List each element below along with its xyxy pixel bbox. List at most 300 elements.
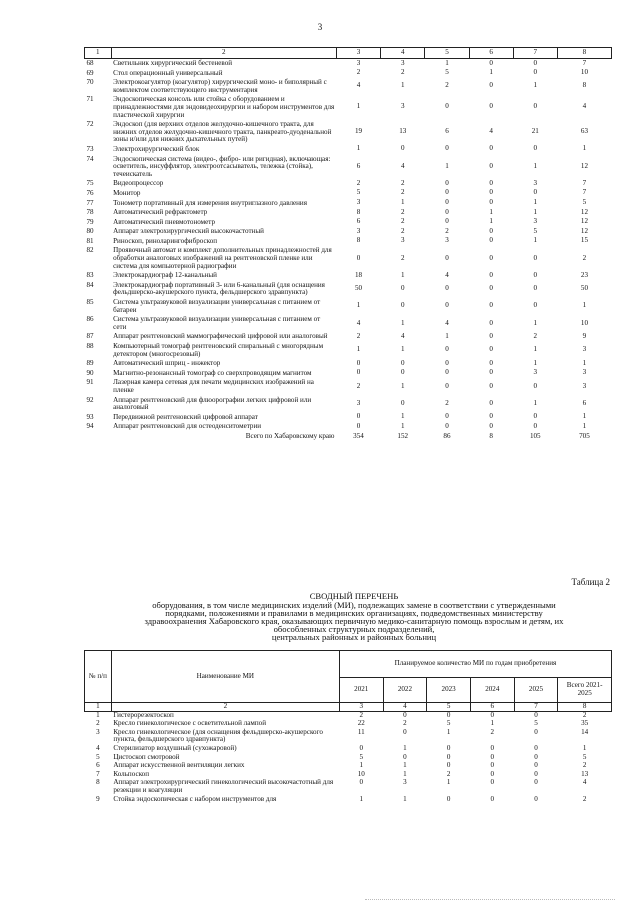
quantity-cell: 0: [534, 743, 538, 752]
quantity-cell: 0: [534, 769, 538, 778]
quantity-cell: 5: [582, 198, 587, 206]
quantity-cell: 0: [489, 381, 493, 390]
quantity-cell: 1: [445, 161, 449, 170]
column-number-cell: 3: [336, 48, 380, 59]
quantity-cell: 6: [356, 217, 361, 226]
quantity-cell: 0: [445, 381, 449, 390]
row-number: 4: [96, 743, 100, 752]
quantity-cell: 7: [582, 58, 587, 67]
year-header: 2023: [427, 678, 471, 703]
item-name: Аппарат рентгеновский для флюорографии легких цифровой или аналоговый: [113, 395, 312, 412]
quantity-cell: 1: [533, 161, 538, 170]
table-header-row: [85, 48, 612, 59]
row-number: 82: [86, 246, 94, 255]
quantity-cell: 2: [359, 710, 363, 719]
table-row: [85, 188, 612, 198]
quantity-cell: 0: [533, 381, 538, 390]
table-row: [85, 728, 612, 744]
quantity-cell: 1: [533, 207, 538, 216]
quantity-cell: 2: [582, 253, 587, 262]
quantity-cell: 6: [445, 127, 449, 136]
item-name: Монитор: [113, 188, 141, 197]
item-name: Стерилизатор воздушный (сухожаровой): [113, 743, 237, 752]
table-row: [85, 120, 612, 145]
table-2-title-line-1: СВОДНЫЙ ПЕРЕЧЕНЬ: [309, 591, 399, 601]
column-number-cell: 8: [558, 703, 612, 712]
item-name: Автоматический рефрактометр: [113, 208, 208, 217]
quantity-cell: 18: [354, 270, 363, 279]
year-header: 2022: [383, 678, 427, 703]
item-name: Лазерная камера сетевая для печати медицинских изображений на пленке: [113, 378, 314, 394]
table-row: [85, 78, 612, 95]
quantity-cell: 3: [445, 236, 449, 245]
quantity-cell: 0: [490, 710, 495, 719]
quantity-cell: 0: [489, 345, 493, 354]
row-number: 7: [96, 769, 100, 778]
table-row: [85, 68, 612, 78]
column-number-cell: 1: [85, 48, 112, 59]
row-number: 80: [86, 227, 94, 236]
quantity-cell: 6: [356, 161, 361, 170]
table-row: [85, 744, 612, 753]
quantity-cell: 3: [533, 178, 538, 187]
item-name: Эндоскоп (для верхних отделов желудочно-кишечного тракта, для нижних отделов желудочно-кишечного тракта, панкреато-дуоденальной зоны и/или для нижних дыхательных путей): [113, 120, 332, 144]
quantity-cell: 0: [490, 743, 495, 752]
column-number-cell: 7: [514, 703, 558, 712]
quantity-cell: 8: [582, 81, 587, 90]
item-name: Электрохирургический блок: [113, 144, 200, 153]
quantity-cell: 0: [445, 253, 449, 262]
quantity-cell: 2: [400, 68, 405, 77]
quantity-cell: 0: [533, 421, 538, 430]
quantity-cell: 1: [533, 198, 538, 206]
item-name: Электрокоагулятор (коагулятор) хирургический моно- и биполярный с комплектом соответствующего инструментария: [113, 78, 327, 94]
quantity-cell: 0: [356, 253, 361, 262]
quantity-cell: 1: [533, 81, 538, 90]
quantity-cell: 1: [446, 778, 451, 787]
row-number: 91: [86, 378, 94, 387]
quantity-cell: 0: [489, 81, 493, 90]
quantity-cell: 1: [400, 270, 405, 279]
item-name: Аппарат рентгеновский для остеоденситометрии: [113, 422, 262, 431]
item-name: Передвижной рентгеновский цифровой аппарат: [113, 412, 258, 421]
item-name: Проявочный автомат и комплект дополнительных принадлежностей для обработки аналоговых изображений на рентгеновской пленке или система для компьютерной радиографии: [113, 246, 332, 270]
quantity-cell: 3: [533, 368, 538, 377]
quantity-cell: 2: [445, 226, 449, 235]
column-number-cell: 6: [469, 48, 513, 59]
quantity-cell: 5: [533, 226, 538, 235]
column-number-cell: 3: [339, 703, 383, 712]
quantity-cell: 2: [400, 217, 405, 226]
quantity-cell: 1: [490, 719, 495, 728]
row-number: 88: [86, 342, 94, 350]
total-cell: 152: [397, 431, 409, 440]
quantity-cell: 23: [580, 270, 588, 279]
quantity-cell: 0: [446, 752, 451, 761]
quantity-cell: 10: [357, 769, 365, 778]
quantity-cell: 0: [489, 358, 493, 367]
quantity-cell: 0: [445, 421, 449, 430]
table-row: [85, 198, 612, 208]
quantity-cell: 0: [489, 412, 493, 421]
quantity-cell: 8: [356, 236, 361, 245]
item-name: Аппарат электрохирургический гинекологический высокочастотный для резекции и коагуляции: [113, 778, 334, 794]
table-row: [85, 59, 612, 69]
quantity-cell: 7: [582, 178, 587, 187]
row-number: 93: [86, 412, 94, 421]
row-number: 76: [86, 188, 94, 197]
quantity-cell: 11: [357, 727, 365, 736]
quantity-cell: 5: [356, 188, 361, 197]
row-number: 85: [86, 298, 94, 307]
quantity-cell: 1: [403, 761, 407, 770]
item-name: Электрокардиограф портативный 3- или 6-канальный (для оснащения фельдшерско-акушерского пункта, фельдшерского здравпункта): [113, 280, 325, 297]
quantity-cell: 1: [445, 331, 449, 340]
row-number: 73: [86, 144, 94, 153]
row-number: 81: [86, 236, 94, 245]
total-cell: 86: [443, 431, 451, 440]
quantity-cell: 1: [400, 412, 405, 421]
item-name: Эндоскопическая консоль или стойка с оборудованием и принадлежностями для эндовидеохирургии и набором инструментов для пластической хирургии: [113, 95, 335, 119]
quantity-cell: 4: [582, 102, 587, 111]
quantity-cell: 1: [445, 58, 449, 67]
column-numbers-row: [85, 703, 612, 712]
table-row: [85, 95, 612, 120]
total-cell: 8: [489, 431, 493, 440]
quantity-cell: 0: [403, 727, 407, 736]
column-number-cell: 5: [425, 48, 469, 59]
quantity-cell: 0: [534, 752, 538, 761]
quantity-cell: 2: [400, 253, 405, 262]
page-number: 3: [317, 22, 323, 32]
total-cell: 354: [353, 431, 364, 440]
quantity-cell: 0: [489, 253, 493, 262]
quantity-cell: 0: [400, 301, 405, 310]
quantity-cell: 1: [356, 144, 361, 153]
quantity-cell: 0: [446, 743, 451, 752]
quantity-cell: 2: [400, 226, 405, 235]
item-name: Тонометр портативный для измерения внутриглазного давления: [113, 198, 307, 207]
quantity-cell: 13: [581, 769, 589, 778]
quantity-cell: 1: [356, 102, 361, 111]
quantity-cell: 0: [534, 794, 538, 803]
quantity-cell: 0: [359, 743, 363, 752]
quantity-cell: 0: [490, 769, 495, 778]
item-name: Видеопроцессор: [113, 179, 164, 188]
quantity-cell: 0: [445, 412, 449, 421]
row-number: 75: [86, 179, 94, 188]
quantity-cell: 0: [489, 178, 493, 187]
total-label: Всего по Хабаровскому краю: [245, 431, 335, 440]
quantity-cell: 0: [533, 284, 538, 293]
quantity-cell: 0: [400, 358, 405, 367]
quantity-cell: 0: [489, 102, 493, 111]
row-number: 89: [86, 359, 94, 368]
quantity-cell: 1: [359, 761, 363, 770]
quantity-cell: 1: [533, 236, 538, 245]
table-row: [85, 368, 612, 378]
quantity-cell: 4: [445, 270, 449, 279]
table-row: [85, 422, 612, 432]
quantity-cell: 0: [445, 102, 449, 111]
table-row: [85, 779, 612, 795]
quantity-cell: 5: [359, 752, 363, 761]
column-number-cell: 1: [85, 703, 112, 712]
row-number: 8: [96, 778, 100, 787]
quantity-cell: 1: [403, 794, 407, 803]
table-row: [85, 280, 612, 297]
row-number: 83: [86, 271, 94, 280]
quantity-cell: 1: [400, 198, 405, 206]
quantity-cell: 0: [446, 710, 451, 719]
quantity-cell: 1: [582, 743, 587, 752]
quantity-cell: 1: [533, 398, 538, 407]
column-number-cell: 8: [557, 48, 611, 59]
table-row: [85, 342, 612, 359]
quantity-cell: 0: [445, 198, 449, 206]
quantity-cell: 2: [356, 381, 361, 390]
quantity-cell: 0: [533, 58, 538, 67]
quantity-cell: 9: [582, 331, 587, 340]
quantity-cell: 0: [356, 368, 361, 377]
total-row: [85, 431, 612, 441]
row-number: 2: [96, 719, 100, 728]
quantity-cell: 1: [489, 207, 493, 216]
quantity-cell: 2: [582, 761, 587, 770]
quantity-cell: 3: [400, 58, 405, 67]
quantity-cell: 2: [400, 178, 405, 187]
row-number: 1: [96, 710, 100, 719]
quantity-cell: 1: [356, 345, 361, 354]
column-header-group: Планируемое количество МИ по годам приобретения: [339, 651, 611, 678]
equipment-table-continued: [84, 47, 612, 442]
quantity-cell: 1: [533, 318, 538, 327]
row-number: 5: [96, 752, 100, 761]
table-row: [85, 298, 612, 315]
quantity-cell: 63: [580, 127, 588, 136]
quantity-cell: 0: [356, 412, 361, 421]
row-number: 72: [86, 120, 94, 129]
quantity-cell: 2: [356, 68, 361, 77]
quantity-cell: 0: [489, 284, 493, 293]
quantity-cell: 0: [445, 284, 449, 293]
table-row: [85, 762, 612, 771]
table-2-title-line-6: центральных районных и районных больниц: [271, 632, 437, 642]
quantity-cell: 14: [581, 727, 589, 736]
quantity-cell: 0: [533, 270, 538, 279]
quantity-cell: 0: [445, 207, 449, 216]
quantity-cell: 0: [489, 368, 493, 377]
quantity-cell: 2: [356, 331, 361, 340]
quantity-cell: 10: [580, 68, 588, 77]
row-number: 94: [86, 422, 94, 431]
quantity-cell: 0: [533, 102, 538, 111]
item-name: Кресло гинекологическое с осветительной лампой: [113, 719, 266, 728]
row-number: 68: [86, 59, 94, 67]
table-row: [85, 236, 612, 246]
row-number: 86: [86, 315, 94, 324]
quantity-cell: 0: [445, 301, 449, 310]
row-number: 3: [96, 727, 100, 736]
quantity-cell: 0: [533, 68, 538, 77]
quantity-cell: 0: [533, 144, 538, 153]
quantity-cell: 1: [400, 345, 405, 354]
table-2-label: Таблица 2: [571, 577, 610, 587]
quantity-cell: 0: [445, 217, 449, 226]
item-name: Аппарат искусственной вентиляции легких: [113, 761, 245, 770]
quantity-cell: 5: [534, 719, 538, 728]
quantity-cell: 1: [533, 358, 538, 367]
quantity-cell: 1: [582, 301, 587, 310]
quantity-cell: 5: [446, 719, 451, 728]
item-name: Электрокардиограф 12-канальный: [113, 271, 217, 280]
table-row: [85, 359, 612, 369]
item-name: Кольпоскоп: [113, 769, 150, 778]
quantity-cell: 4: [356, 318, 361, 327]
row-number: 78: [86, 208, 94, 217]
quantity-cell: 0: [489, 144, 493, 153]
column-number-cell: 4: [381, 48, 425, 59]
quantity-cell: 4: [445, 318, 449, 327]
quantity-cell: 7: [582, 188, 587, 197]
quantity-cell: 0: [445, 358, 449, 367]
quantity-cell: 1: [582, 144, 587, 153]
quantity-cell: 6: [582, 398, 587, 407]
quantity-cell: 22: [357, 719, 365, 728]
quantity-cell: 1: [400, 421, 405, 430]
table-row: [85, 179, 612, 189]
quantity-cell: 0: [533, 188, 538, 197]
table-row: [85, 271, 612, 281]
quantity-cell: 0: [359, 778, 363, 787]
quantity-cell: 0: [533, 301, 538, 310]
table-row: [85, 144, 612, 154]
quantity-cell: 4: [400, 161, 405, 170]
item-name: Система ультразвуковой визуализации универсальная с питанием от батареи: [113, 298, 321, 314]
quantity-cell: 0: [489, 301, 493, 310]
quantity-cell: 50: [354, 284, 363, 293]
column-number-cell: 7: [513, 48, 557, 59]
table-2-title-line-5: обособленных структурных подразделений,: [273, 624, 435, 634]
quantity-cell: 15: [580, 236, 588, 245]
item-name: Цистоскоп смотровой: [113, 752, 180, 761]
table-row: [85, 378, 612, 395]
table-row: [85, 395, 612, 412]
quantity-cell: 1: [400, 81, 405, 90]
quantity-cell: 0: [403, 752, 407, 761]
column-number-cell: 5: [427, 703, 471, 712]
item-name: Стол операционный универсальный: [113, 68, 223, 77]
quantity-cell: 0: [534, 727, 538, 736]
item-name: Аппарат электрохирургический высокочастотный: [113, 227, 264, 236]
quantity-cell: 3: [400, 236, 405, 245]
table-row: [85, 315, 612, 332]
quantity-cell: 10: [580, 318, 588, 327]
quantity-cell: 2: [403, 719, 407, 728]
quantity-cell: 4: [489, 127, 493, 136]
quantity-cell: 3: [356, 198, 361, 206]
quantity-cell: 3: [400, 102, 405, 111]
quantity-cell: 0: [400, 368, 405, 377]
quantity-cell: 0: [400, 398, 405, 407]
quantity-cell: 0: [490, 761, 495, 770]
quantity-cell: 3: [582, 368, 587, 377]
row-number: 77: [86, 198, 94, 207]
table-row: [85, 795, 612, 804]
quantity-cell: 0: [356, 358, 361, 367]
quantity-cell: 12: [580, 226, 588, 235]
quantity-cell: 2: [400, 207, 405, 216]
quantity-cell: 8: [356, 207, 361, 216]
table-2-title-line-4: здравоохранения Хабаровского края, оказывающих первичную медико-санитарную помощь взрослым и детям, их: [144, 616, 564, 626]
quantity-cell: 0: [445, 178, 449, 187]
row-number: 79: [86, 217, 94, 226]
quantity-cell: 1: [582, 358, 587, 367]
quantity-cell: 0: [445, 368, 449, 377]
table-row: [85, 332, 612, 342]
quantity-cell: 5: [445, 68, 449, 77]
quantity-cell: 35: [581, 719, 589, 728]
row-number: 69: [86, 68, 94, 77]
quantity-cell: 0: [403, 710, 407, 719]
quantity-cell: 3: [582, 345, 587, 354]
quantity-cell: 0: [400, 144, 405, 153]
quantity-cell: 0: [445, 144, 449, 153]
footer-divider: [365, 899, 615, 902]
quantity-cell: 0: [446, 794, 451, 803]
quantity-cell: 1: [400, 318, 405, 327]
table-row: [85, 208, 612, 218]
column-header-name: Наименование МИ: [111, 651, 339, 703]
quantity-cell: 5: [582, 752, 587, 761]
item-name: Аппарат рентгеновский маммографический цифровой или аналоговый: [113, 332, 328, 341]
quantity-cell: 2: [445, 81, 449, 90]
summary-equipment-table: [84, 650, 612, 804]
quantity-cell: 3: [356, 226, 361, 235]
quantity-cell: 12: [580, 161, 588, 170]
total-header: Всего 2021-2025: [558, 678, 612, 703]
table-row: [85, 154, 612, 179]
item-name: Магнитно-резонансный томограф со сверхпроводящим магнитом: [113, 368, 312, 377]
quantity-cell: 12: [580, 207, 588, 216]
quantity-cell: 13: [399, 127, 407, 136]
quantity-cell: 0: [490, 794, 495, 803]
item-name: Эндоскопическая система (видео-, фибро- или ригидная), включающая: осветитель, инсуффлятор, электроотсасыватель, тележка (стойка), течеискатель: [113, 154, 331, 178]
quantity-cell: 0: [490, 778, 495, 787]
quantity-cell: 0: [489, 58, 493, 67]
quantity-cell: 1: [446, 727, 451, 736]
quantity-cell: 0: [489, 398, 493, 407]
quantity-cell: 0: [489, 161, 493, 170]
quantity-cell: 0: [400, 284, 405, 293]
quantity-cell: 2: [445, 398, 449, 407]
table-row: [85, 412, 612, 422]
quantity-cell: 0: [489, 188, 493, 197]
item-name: Риноскоп, риноларингофиброскоп: [113, 236, 218, 245]
table-2-title-line-2: оборудования, в том числе медицинских изделий (МИ), подлежащих замене в соответствии с утвержденными: [152, 600, 556, 610]
quantity-cell: 1: [356, 301, 361, 310]
item-name: Автоматический пневмотонометр: [113, 217, 216, 226]
total-spacer: [85, 431, 112, 441]
item-name: Компьютерный томограф рентгеновский спиральный с многорядным детектором (многосрезовый): [113, 342, 324, 358]
column-header-number: № п/п: [85, 651, 112, 703]
quantity-cell: 3: [582, 381, 587, 390]
table-row: [85, 217, 612, 227]
quantity-cell: 1: [533, 345, 538, 354]
year-header: 2021: [339, 678, 383, 703]
quantity-cell: 0: [489, 236, 493, 245]
row-number: 87: [86, 332, 94, 341]
